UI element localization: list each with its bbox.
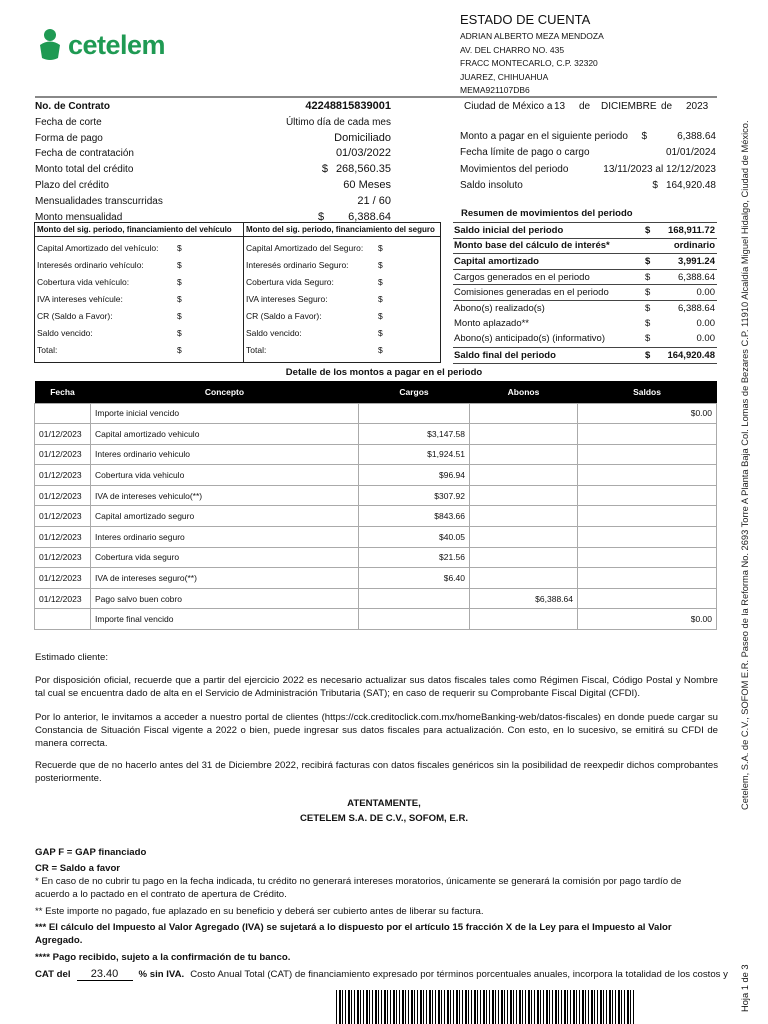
table-cell: $0.00 (578, 403, 717, 424)
table-cell (578, 547, 717, 568)
table-row (35, 547, 717, 568)
box-row: Cobertura vida Seguro: $ (246, 277, 383, 287)
table-row (35, 444, 717, 465)
table-cell (578, 588, 717, 609)
payment-row: Fecha límite de pago o cargo 01/01/2024 (460, 147, 716, 159)
table-cell: $6.40 (359, 568, 470, 589)
table-cell (578, 444, 717, 465)
contract-row: Monto total del crédito $ 268,560.35 (35, 163, 391, 176)
table-cell: 01/12/2023 (35, 506, 91, 527)
table-cell (470, 403, 578, 424)
company-signature: CETELEM S.A. DE C.V., SOFOM, E.R. (299, 813, 469, 824)
note-iva: *** El cálculo del Impuesto al Valor Agregado (IVA) se sujetará a lo dispuesto por el artículo 15 fracción X de la Ley para el Impuesto al Valor Agregado. (35, 922, 672, 946)
cat-suffix: % sin IVA. (138, 969, 185, 980)
table-cell: $40.05 (359, 527, 470, 548)
table-cell (470, 506, 578, 527)
table-cell (35, 609, 91, 630)
table-cell: $843.66 (359, 506, 470, 527)
note-gap: GAP F = GAP financiado (35, 847, 147, 858)
note-cr: CR = Saldo a favor (35, 863, 121, 874)
cetelem-logo (36, 28, 165, 62)
note-interest: * En caso de no cubrir tu pago en la fecha indicada, tu crédito no generará intereses moratorios, únicamente se generará la comisión por pago tardío de acuerdo a lo pactado en el contrato de apertura de Crédito. (35, 876, 682, 900)
box-row: Capital Amortizado del Seguro: $ (246, 243, 383, 253)
table-cell (470, 465, 578, 486)
table-cell (578, 527, 717, 548)
table-row (35, 568, 717, 589)
box-row: Interesés ordinario Seguro: $ (246, 260, 383, 270)
contract-row: Mensualidades transcurridas 21 / 60 (35, 194, 391, 207)
table-cell (35, 403, 91, 424)
table-cell: Interes ordinario seguro (91, 527, 359, 548)
table-row (35, 588, 717, 609)
note-deferred: ** Este importe no pagado, fue aplazado en su beneficio y deberá ser cubierto antes de liberar su factura. (35, 906, 484, 917)
table-row (35, 506, 717, 527)
column-header: Abonos (470, 381, 578, 403)
table-cell: $1,924.51 (359, 444, 470, 465)
table-cell (359, 588, 470, 609)
summary-row: Saldo inicial del periodo $ 168,911.72 (453, 222, 717, 238)
summary-row: Monto base del cálculo de interés* ordinario (453, 238, 717, 254)
brand-name: cetelem (68, 29, 166, 60)
summary-row: Comisiones generadas en el periodo $ 0.00 (453, 284, 717, 300)
table-cell (470, 485, 578, 506)
statement-title: ESTADO DE CUENTA (460, 12, 591, 27)
box-row: Capital Amortizado del vehículo: $ (37, 243, 182, 253)
table-cell: 01/12/2023 (35, 588, 91, 609)
address-line: FRACC MONTECARLO, C.P. 32320 (460, 58, 598, 69)
table-cell: Cobertura vida vehiculo (91, 465, 359, 486)
payment-summary (460, 128, 716, 194)
address-line: ADRIAN ALBERTO MEZA MENDOZA (460, 31, 604, 41)
letter-paragraph: Recuerde que de no hacerlo antes del 31 de Diciembre 2022, recibirá facturas con datos fiscales genéricos sin la posibilidad de reexpedir dichos comprobantes posteriormente. (35, 760, 718, 784)
summary-row: Cargos generados en el periodo $ 6,388.64 (453, 269, 717, 285)
movements-summary (453, 208, 717, 364)
table-cell: Cobertura vida seguro (91, 547, 359, 568)
contract-row: No. de Contrato 42248815839001 (35, 100, 391, 112)
table-cell (470, 424, 578, 445)
table-cell: 01/12/2023 (35, 527, 91, 548)
table-cell: Interes ordinario vehiculo (91, 444, 359, 465)
address-line: MEMA921107DB6 (460, 85, 530, 96)
box-row: CR (Saldo a Favor): $ (37, 311, 182, 321)
box-row: Total: $ (37, 345, 182, 355)
closing: ATENTAMENTE, (347, 798, 421, 809)
detail-table (34, 381, 717, 630)
cat-line (35, 968, 728, 981)
table-cell: Pago salvo buen cobro (91, 588, 359, 609)
place-date: Ciudad de México a 13 de DICIEMBRE de 2023 (464, 101, 709, 112)
table-header-row (35, 381, 717, 403)
summary-title: Resumen de movimientos del periodo (461, 208, 633, 219)
table-cell: IVA de intereses seguro(**) (91, 568, 359, 589)
column-header: Concepto (91, 381, 359, 403)
payment-row: Monto a pagar en el siguiente periodo $ 6,388.64 (460, 130, 716, 142)
payment-row: Saldo insoluto $ 164,920.48 (460, 180, 716, 192)
letter-paragraph: Por disposición oficial, recuerde que a partir del ejercicio 2022 es necesario actualizar sus datos fiscales tales como Régimen Fiscal, Código Postal y Nombre tal cual se encuentra dado de alta en el Servicio de Administración Tributaria (SAT); en caso de requerir su Comprobante Fiscal Digital (CFDI). (35, 675, 718, 699)
table-cell (578, 485, 717, 506)
address-line: JUAREZ, CHIHUAHUA (460, 71, 549, 82)
table-cell: $0.00 (578, 609, 717, 630)
table-cell: $307.92 (359, 485, 470, 506)
box-row: IVA intereses vehícule: $ (37, 294, 182, 304)
table-cell (470, 444, 578, 465)
note-payment: **** Pago recibido, sujeto a la confirmación de tu banco. (35, 952, 291, 963)
table-cell: 01/12/2023 (35, 547, 91, 568)
table-cell (470, 547, 578, 568)
detail-table-body (35, 403, 717, 630)
table-cell (578, 424, 717, 445)
table-cell (359, 403, 470, 424)
table-cell: 01/12/2023 (35, 465, 91, 486)
table-cell (470, 568, 578, 589)
table-row (35, 485, 717, 506)
barcode (336, 990, 636, 1024)
cat-text: Costo Anual Total (CAT) de financiamiento expresado por términos porcentuales anuales, incorpora la totalidad de los costos y (190, 969, 728, 980)
column-header: Fecha (35, 381, 91, 403)
table-row (35, 527, 717, 548)
column-header: Cargos (359, 381, 470, 403)
table-cell: $6,388.64 (470, 588, 578, 609)
greeting: Estimado cliente: (35, 652, 109, 663)
table-cell: $3,147.58 (359, 424, 470, 445)
box-row: Interesés ordinario vehículo: $ (37, 260, 182, 270)
payment-row: Movimientos del periodo 13/11/2023 al 12/12/2023 (460, 163, 716, 175)
table-cell (578, 465, 717, 486)
box-row: Saldo vencido: $ (246, 328, 383, 338)
vehicle-next-period-box (34, 222, 244, 363)
table-cell (578, 506, 717, 527)
table-cell: Capital amortizado seguro (91, 506, 359, 527)
table-row (35, 465, 717, 486)
table-cell: Capital amortizado vehiculo (91, 424, 359, 445)
address-line: AV. DEL CHARRO NO. 435 (460, 44, 565, 55)
column-header: Saldos (578, 381, 717, 403)
table-cell: 01/12/2023 (35, 485, 91, 506)
table-cell (470, 527, 578, 548)
table-cell: Importe final vencido (91, 609, 359, 630)
table-cell: 01/12/2023 (35, 568, 91, 589)
contract-row: Plazo del crédito 60 Meses (35, 178, 391, 191)
contract-row: Fecha de contratación 01/03/2022 (35, 147, 391, 160)
contract-info (35, 99, 391, 225)
box-row: IVA intereses Seguro: $ (246, 294, 383, 304)
cat-label: CAT del (35, 969, 71, 980)
letter-paragraph: Por lo anterior, le invitamos a acceder a nuestro portal de clientes (https://cck.creditoclick.com.mx/homeBanking-web/datos-fiscales) en donde puede cargar su Constancia de Situación Fiscal vigente a 2022 o bien, puede ingresar sus datos fiscales para actualización. Con esto, en lo sucesivo, se emitirá su CFDI de manera correcta. (35, 712, 718, 749)
table-cell: 01/12/2023 (35, 444, 91, 465)
company-address-vertical: Cetelem, S.A. de C.V., SOFOM E.R. Paseo de la Reforma No. 2693 Torre A Planta Baja Col. Lomas de Bezares C.P. 11910 Alcaldía Miguel Hidalgo, Ciudad de México. (740, 120, 750, 810)
box-row: Cobertura vida vehículo: $ (37, 277, 182, 287)
summary-row: Monto aplazado** $ 0.00 (454, 317, 715, 329)
summary-row: Abono(s) anticipado(s) (informativo) $ 0.00 (454, 333, 715, 345)
summary-row: Abono(s) realizado(s) $ 6,388.64 (453, 300, 717, 316)
table-cell (359, 609, 470, 630)
box-title: Monto del sig. periodo, financiamiento del vehículo (35, 223, 243, 237)
contract-row: Forma de pago Domiciliado (35, 131, 391, 144)
summary-row: Capital amortizado $ 3,991.24 (453, 253, 717, 269)
table-cell: 01/12/2023 (35, 424, 91, 445)
header-divider (35, 96, 717, 98)
table-cell: IVA de intereses vehiculo(**) (91, 485, 359, 506)
table-row (35, 609, 717, 630)
contract-row: Fecha de corte Último día de cada mes (35, 116, 391, 128)
box-row: Total: $ (246, 345, 383, 355)
table-cell: $96.94 (359, 465, 470, 486)
customer-address (460, 30, 604, 98)
cetelem-figure-icon (36, 28, 64, 62)
detail-title: Detalle de los montos a pagar en el periodo (285, 367, 483, 378)
table-cell: $21.56 (359, 547, 470, 568)
contract-row: Monto mensualidad $ 6,388.64 (35, 210, 391, 223)
summary-row: Saldo final del periodo $ 164,920.48 (453, 347, 717, 364)
insurance-next-period-box (243, 222, 441, 363)
table-cell (578, 568, 717, 589)
page-number: Hoja 1 de 3 (740, 964, 750, 1012)
box-title: Monto del sig. periodo, financiamiento del seguro (244, 223, 440, 237)
box-row: Saldo vencido: $ (37, 328, 182, 338)
table-row (35, 403, 717, 424)
box-row: CR (Saldo a Favor): $ (246, 311, 383, 321)
table-cell: Importe inicial vencido (91, 403, 359, 424)
table-cell (470, 609, 578, 630)
table-row (35, 424, 717, 445)
cat-value: 23.40 (77, 968, 133, 981)
